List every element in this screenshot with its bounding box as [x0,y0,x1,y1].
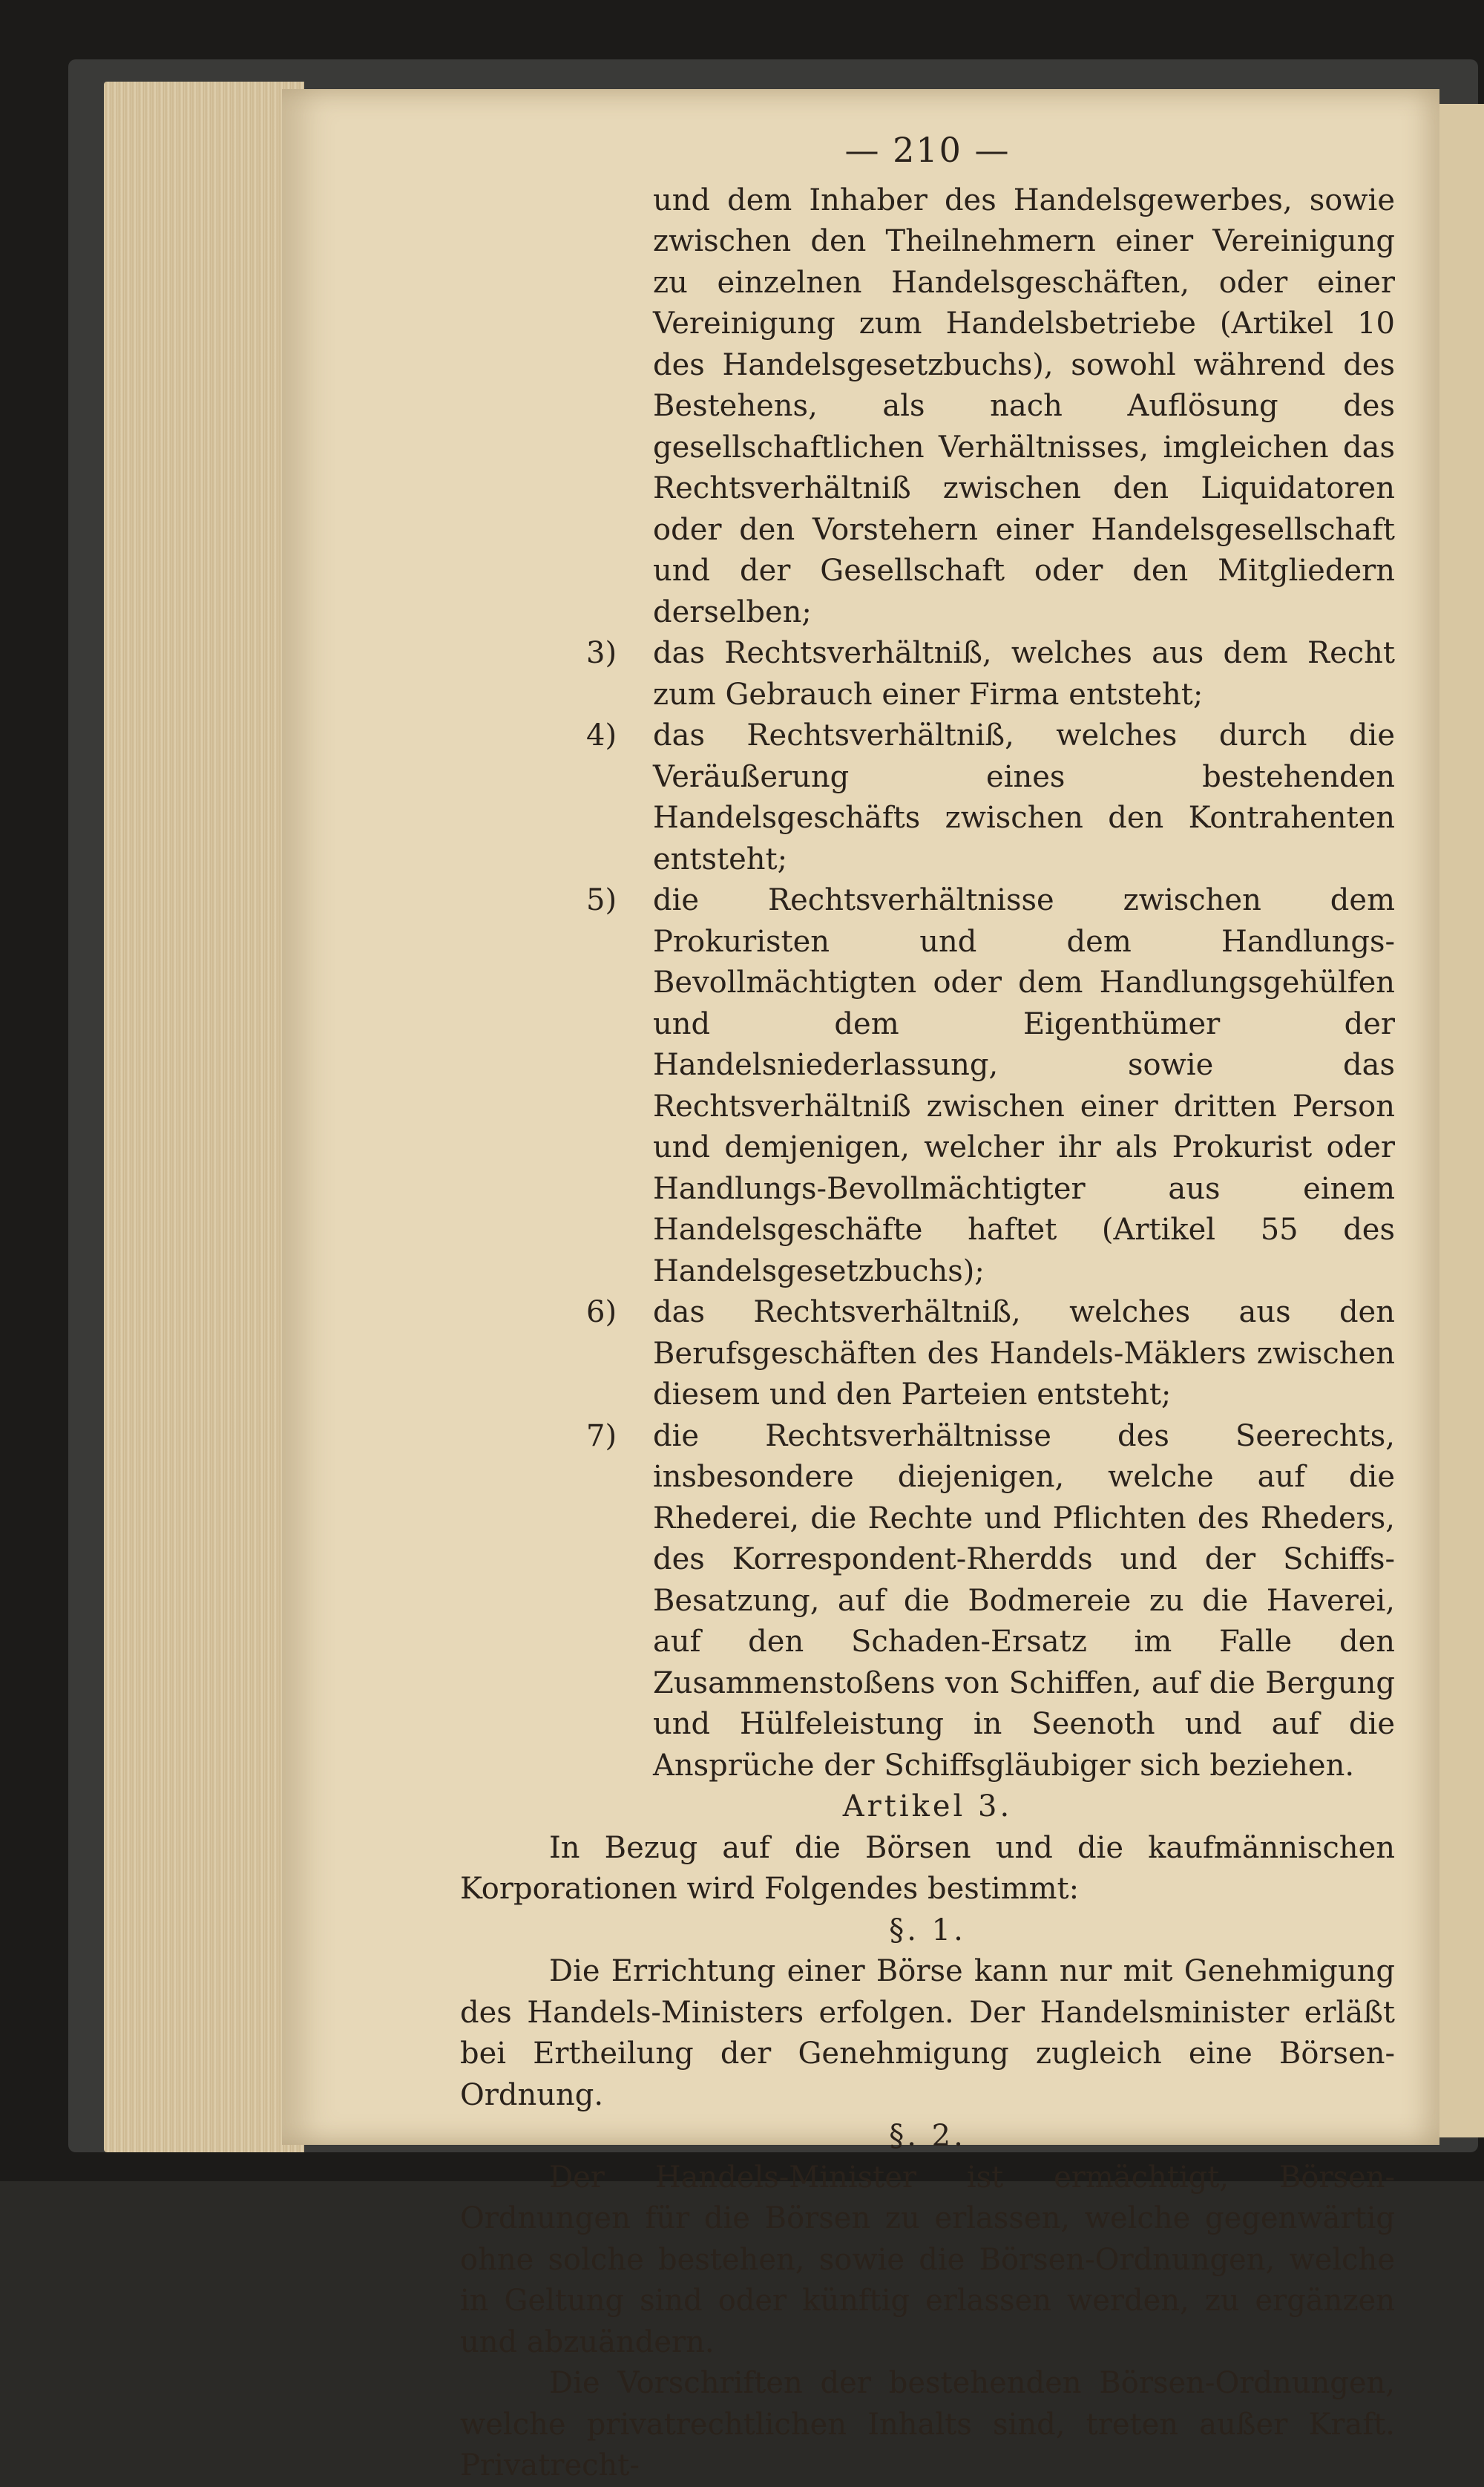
list-item [586,633,1395,715]
item-text: das Rechtsverhältniß, welches aus den Berufsgeschäften des Handels-Mäklers zwischen diesem und den Parteien entsteht; [653,1295,1395,1412]
section-2-text-continued: Die Vorschriften der bestehenden Börsen-Ordnungen, welche privatrechtlichen Inhalts sind, treten außer Kraft. Privatrecht- [460,2366,1395,2483]
item-number: 3) [586,636,617,670]
item-text: die Rechtsverhältnisse zwischen dem Prokuristen und dem Handlungs-Bevollmächtigten oder dem Handlungsgehülfen und dem Eigenthümer der Handelsniederlassung, sowie das Rechtsverhältniß zwischen einer dritten Person und demjenigen, welcher ihr als Prokurist oder Handlungs-Bevollmächtigter aus einem Handelsgeschäfte haftet (Artikel 55 des Handelsgesetzbuchs); [653,883,1395,1288]
item-text: die Rechtsverhältnisse des Seerechts, insbesondere diejenigen, welche auf die Rhederei, die Rechte und Pflichten des Rheders, des Korrespondent-Rherdds und der Schiffs-Besatzung, auf die Bodmereie zu die Haverei, auf den Schaden-Ersatz im Falle den Zusammenstoßens von Schiffen, auf die Bergung und Hülfeleistung in Seenoth und auf die Ansprüche der Schiffsgläubiger sich beziehen. [653,1418,1395,1783]
list-item [586,1416,1395,1787]
section-2-text: Der Handels-Minister ist ermächtigt, Börsen-Ordnungen für die Börsen zu erlassen, welche gegenwärtig ohne solche bestehen, sowie die Börsen-Ordnungen, welche in Geltung sind oder künftig erlassen werden, zu ergänzen und abzuändern. [460,2160,1395,2359]
item-number: 5) [586,883,617,917]
article-heading: Artikel 3. [842,1789,1013,1824]
item-text: das Rechtsverhältniß, welches durch die Veräußerung eines bestehenden Handelsgeschäfts zwischen den Kontrahenten entsteht; [653,718,1395,876]
item-number: 4) [586,718,617,753]
continuation-text: und dem Inhaber des Handelsgewerbes, sowie zwischen den Theilnehmern einer Vereinigung zu einzelnen Handelsgeschäften, oder einer Vereinigung zum Handelsbetriebe (Artikel 10 des Handelsgesetzbuchs), sowohl während des Bestehens, als nach Auflösung des gesellschaftlichen Verhältnisses, imgleichen das Rechtsverhältniß zwischen den Liquidatoren oder den Vorstehern einer Handelsgesellschaft und der Gesellschaft oder den Mitgliedern derselben; [653,183,1395,629]
item-number: 6) [586,1295,617,1329]
facing-page-edge [1439,104,1484,2137]
page-number: — 210 — [844,130,1011,170]
item-text: das Rechtsverhältniß, welches aus dem Recht zum Gebrauch einer Firma entsteht; [653,636,1395,712]
page-content [460,130,1395,2487]
list-item [586,715,1395,880]
article-intro: In Bezug auf die Börsen und die kaufmännischen Korporationen wird Folgendes bestimmt: [460,1830,1395,1906]
item-number: 7) [586,1418,617,1453]
section-1-text: Die Errichtung einer Börse kann nur mit Genehmigung des Handels-Ministers erfolgen. Der Handelsminister erläßt bei Ertheilung der Genehmigung zugleich eine Börsen-Ordnung. [460,1954,1395,2112]
page-edges [104,82,304,2152]
list-item [586,1292,1395,1416]
list-item [586,880,1395,1292]
section-1-heading: §. 1. [889,1913,966,1947]
section-2-heading: §. 2. [889,2119,966,2153]
